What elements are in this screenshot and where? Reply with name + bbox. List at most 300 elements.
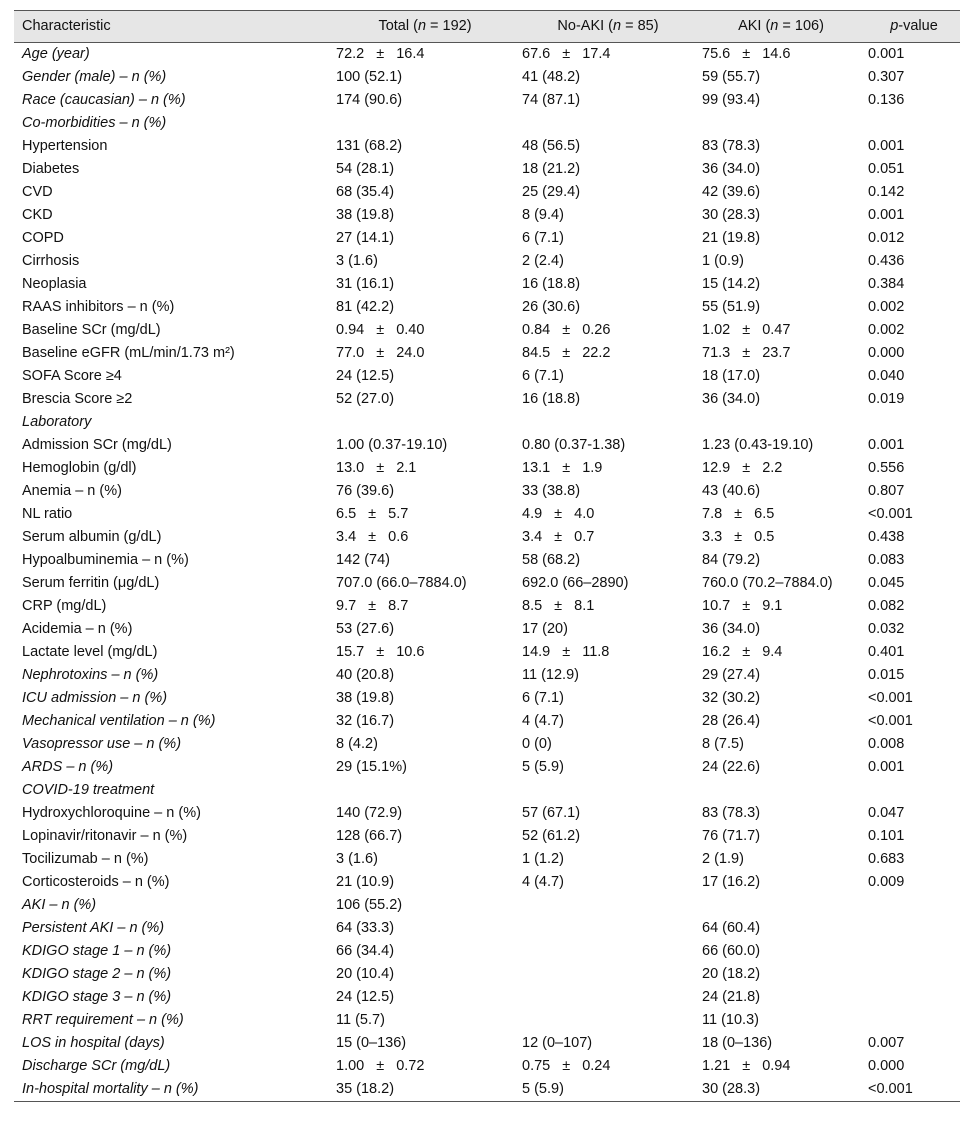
table-row [14,871,960,894]
cell-total [328,457,514,480]
cell-p-value: 0.009 [868,874,905,890]
table-row [14,526,960,549]
table-row [14,89,960,112]
cell-p-value: <0.001 [868,690,913,706]
cell-p-value: 0.032 [868,621,905,637]
cell-noaki: 0.80 (0.37-1.38) [522,437,626,453]
plus-minus-sign: ± [376,322,385,338]
table-row [14,641,960,664]
cell-noaki: 2 (2.4) [522,253,564,269]
cell-aki: 2 (1.9) [702,851,744,867]
cell-p-value: 0.401 [868,644,905,660]
cell-aki [694,457,860,480]
cell-noaki [514,917,694,940]
row-label: Tocilizumab – n (%) [22,851,149,867]
cell-total: 21 (10.9) [336,874,395,890]
row-label: Diabetes [22,161,80,177]
cell-aki: 18 (0–136) [702,1035,773,1051]
row-label: RRT requirement – n (%) [22,1012,184,1028]
sd-value: 1.9 [582,460,603,476]
sd-value: 0.26 [582,322,611,338]
row-label: ARDS – n (%) [22,759,114,775]
mean-value: 7.8 [702,506,723,522]
cell-aki: 30 (28.3) [694,1078,860,1102]
sd-value: 9.1 [762,598,783,614]
row-label: COVID-19 treatment [22,782,155,798]
cell-total: 20 (10.4) [336,966,395,982]
row-label: Hypertension [22,138,108,154]
cell-aki: 11 (10.3) [702,1012,759,1028]
row-label: Acidemia – n (%) [22,621,133,637]
cell-p-value: 0.436 [868,253,905,269]
row-label: Corticosteroids – n (%) [22,874,170,890]
cell-p-value: 0.040 [868,368,905,384]
cell-noaki: 6 (7.1) [522,230,564,246]
mean-value: 3.4 [336,529,357,545]
table-row [14,825,960,848]
sd-value: 0.5 [754,529,775,545]
cell-p-value: 0.807 [868,483,905,499]
cell-total: 106 (55.2) [336,897,403,913]
table-row [14,411,960,434]
cell-total: 76 (39.6) [336,483,395,499]
table-row [14,779,960,802]
mean-value: 72.2 [336,46,365,62]
header-characteristic: Characteristic [14,11,328,43]
cell-p-value [860,779,960,802]
header-aki: AKI (n = 106) [694,11,860,43]
row-label: Hydroxychloroquine – n (%) [22,805,201,821]
mean-value: 14.9 [522,644,551,660]
table-row [14,434,960,457]
cell-noaki [514,319,694,342]
row-label: ICU admission – n (%) [22,690,168,706]
cell-noaki: 6 (7.1) [522,690,564,706]
cell-aki: 83 (78.3) [702,805,761,821]
cell-noaki: 41 (48.2) [522,69,581,85]
row-label: RAAS inhibitors – n (%) [22,299,175,315]
plus-minus-sign: ± [554,598,563,614]
table-row [14,342,960,365]
table-row [14,1078,960,1102]
cell-aki: 99 (93.4) [702,92,761,108]
cell-total [328,319,514,342]
table-row [14,457,960,480]
cell-p-value: 0.047 [868,805,905,821]
cell-noaki: 4 (4.7) [522,874,564,890]
cell-p-value: 0.001 [868,759,905,775]
cell-p-value: 0.001 [868,437,905,453]
plus-minus-sign: ± [742,322,751,338]
cell-aki [694,1055,860,1078]
cell-aki: 1.23 (0.43-19.10) [702,437,814,453]
mean-value: 16.2 [702,644,731,660]
table-row [14,227,960,250]
sd-value: 24.0 [396,345,425,361]
mean-value: 6.5 [336,506,357,522]
sd-value: 10.6 [396,644,425,660]
cell-p-value: 0.008 [868,736,905,752]
cell-aki: 83 (78.3) [702,138,761,154]
table-row [14,595,960,618]
cell-noaki [514,503,694,526]
mean-value: 13.0 [336,460,365,476]
cell-p-value [860,963,960,986]
plus-minus-sign: ± [376,345,385,361]
cell-noaki: 692.0 (66–2890) [522,575,629,591]
mean-value: 12.9 [702,460,731,476]
row-label: AKI – n (%) [22,897,97,913]
cell-aki: 36 (34.0) [702,161,761,177]
cell-noaki: 16 (18.8) [522,276,581,292]
row-label: Serum albumin (g/dL) [22,529,162,545]
table-row [14,480,960,503]
mean-value: 15.7 [336,644,365,660]
row-label: Brescia Score ≥2 [22,391,133,407]
row-label: Baseline SCr (mg/dL) [22,322,161,338]
cell-total: 128 (66.7) [336,828,403,844]
row-label: LOS in hospital (days) [22,1035,165,1051]
cell-total [328,595,514,618]
row-label: Race (caucasian) – n (%) [22,92,186,108]
cell-p-value: 0.142 [868,184,905,200]
plus-minus-sign: ± [376,644,385,660]
sd-value: 8.1 [574,598,595,614]
cell-total: 15 (0–136) [336,1035,407,1051]
cell-noaki: 52 (61.2) [522,828,581,844]
sd-value: 2.2 [762,460,783,476]
row-label: CVD [22,184,53,200]
cell-total: 8 (4.2) [336,736,378,752]
cell-noaki [514,595,694,618]
cell-aki: 59 (55.7) [702,69,761,85]
plus-minus-sign: ± [562,1058,571,1074]
cell-total: 35 (18.2) [328,1078,514,1102]
cell-p-value: 0.015 [868,667,905,683]
header-total: Total (n = 192) [328,11,514,43]
cell-p-value: 0.384 [868,276,905,292]
table-row [14,664,960,687]
cell-total: 31 (16.1) [336,276,395,292]
table-row [14,319,960,342]
plus-minus-sign: ± [562,345,571,361]
cell-p-value: 0.007 [868,1035,905,1051]
cell-total: 38 (19.8) [336,207,395,223]
cell-aki: 24 (22.6) [702,759,761,775]
cell-total: 11 (5.7) [336,1012,385,1028]
cell-noaki [514,986,694,1009]
cell-p-value: 0.683 [868,851,905,867]
table-row [14,687,960,710]
table-row [14,204,960,227]
sd-value: 2.1 [396,460,417,476]
mean-value: 67.6 [522,46,551,62]
cell-p-value: 0.045 [868,575,905,591]
cell-p-value [860,1009,960,1032]
cell-total: 52 (27.0) [336,391,395,407]
table-row [14,940,960,963]
cell-aki [694,342,860,365]
cell-noaki: 5 (5.9) [522,759,564,775]
sd-value: 11.8 [582,644,610,660]
row-label: Hypoalbuminemia – n (%) [22,552,189,568]
cell-p-value: 0.019 [868,391,905,407]
mean-value: 0.84 [522,322,551,338]
header-row [14,11,960,43]
sd-value: 8.7 [388,598,409,614]
plus-minus-sign: ± [742,644,751,660]
row-label: Vasopressor use – n (%) [22,736,182,752]
cell-total: 100 (52.1) [336,69,403,85]
cell-aki: 43 (40.6) [702,483,761,499]
mean-value: 10.7 [702,598,731,614]
table-row [14,158,960,181]
plus-minus-sign: ± [368,506,377,522]
plus-minus-sign: ± [562,460,571,476]
cell-noaki: 74 (87.1) [522,92,581,108]
cell-total: 1.00 (0.37-19.10) [336,437,448,453]
cell-aki: 76 (71.7) [702,828,761,844]
table-row [14,43,960,67]
cell-noaki: 16 (18.8) [522,391,581,407]
cell-noaki [514,940,694,963]
plus-minus-sign: ± [562,644,571,660]
table-row [14,112,960,135]
table-row [14,66,960,89]
plus-minus-sign: ± [376,460,385,476]
cell-noaki: 48 (56.5) [522,138,581,154]
cell-aki [694,319,860,342]
cell-aki: 28 (26.4) [702,713,761,729]
cell-noaki [514,641,694,664]
cell-noaki: 11 (12.9) [522,667,579,683]
cell-noaki: 0 (0) [522,736,552,752]
cell-total: 64 (33.3) [336,920,395,936]
sd-value: 0.7 [574,529,595,545]
mean-value: 71.3 [702,345,731,361]
plus-minus-sign: ± [734,506,743,522]
row-label: Serum ferritin (μg/dL) [22,575,160,591]
sd-value: 14.6 [762,46,791,62]
cell-aki [694,779,860,802]
plus-minus-sign: ± [734,529,743,545]
cell-p-value: 0.001 [868,207,905,223]
row-label: Anemia – n (%) [22,483,122,499]
table-row [14,296,960,319]
cell-p-value [860,917,960,940]
cell-noaki: 6 (7.1) [522,368,564,384]
row-label: KDIGO stage 1 – n (%) [22,943,172,959]
cell-total: 3 (1.6) [336,253,378,269]
row-label: Hemoglobin (g/dl) [22,460,137,476]
cell-aki: 42 (39.6) [702,184,761,200]
table-row [14,365,960,388]
plus-minus-sign: ± [742,46,751,62]
cell-aki: 760.0 (70.2–7884.0) [702,575,833,591]
cell-total [328,779,514,802]
row-label: Laboratory [22,414,92,430]
plus-minus-sign: ± [368,529,377,545]
cell-aki [694,411,860,434]
cell-aki: 17 (16.2) [702,874,761,890]
cell-noaki [514,457,694,480]
cell-aki: 64 (60.4) [702,920,761,936]
row-label: Co-morbidities – n (%) [22,115,167,131]
row-label: Admission SCr (mg/dL) [22,437,172,453]
cell-noaki [514,779,694,802]
cell-noaki [514,894,694,917]
header-p-value: p-value [860,11,960,43]
cell-aki [694,894,860,917]
cell-total: 53 (27.6) [336,621,395,637]
table-row [14,986,960,1009]
row-label: CKD [22,207,53,223]
mean-value: 84.5 [522,345,551,361]
cell-total: 54 (28.1) [336,161,395,177]
cell-aki: 30 (28.3) [702,207,761,223]
cell-total: 66 (34.4) [336,943,395,959]
cell-p-value: 0.136 [868,92,905,108]
cell-aki [694,641,860,664]
cell-p-value: 0.002 [868,322,905,338]
plus-minus-sign: ± [742,460,751,476]
cell-p-value: 0.001 [868,138,905,154]
cell-p-value: 0.012 [868,230,905,246]
cell-total: 27 (14.1) [336,230,395,246]
mean-value: 3.3 [702,529,723,545]
cell-total: 142 (74) [336,552,391,568]
cell-noaki [514,1009,694,1032]
cell-noaki: 8 (9.4) [522,207,564,223]
cell-aki [694,112,860,135]
plus-minus-sign: ± [742,598,751,614]
mean-value: 0.94 [336,322,365,338]
table-row [14,963,960,986]
mean-value: 77.0 [336,345,365,361]
cell-total: 174 (90.6) [336,92,403,108]
plus-minus-sign: ± [742,345,751,361]
sd-value: 17.4 [582,46,611,62]
cell-p-value: 0.556 [868,460,905,476]
characteristics-table [14,10,960,1102]
table-row [14,549,960,572]
cell-noaki: 5 (5.9) [514,1078,694,1102]
plus-minus-sign: ± [554,529,563,545]
mean-value: 13.1 [522,460,551,476]
row-label: NL ratio [22,506,73,522]
cell-p-value: 0.000 [868,1058,905,1074]
cell-aki [694,595,860,618]
plus-minus-sign: ± [368,598,377,614]
cell-noaki [514,1055,694,1078]
cell-total: 24 (12.5) [336,368,395,384]
row-label: Neoplasia [22,276,87,292]
plus-minus-sign: ± [742,1058,751,1074]
cell-noaki: 17 (20) [522,621,568,637]
cell-total [328,112,514,135]
row-label: COPD [22,230,64,246]
cell-noaki [514,526,694,549]
cell-aki [694,43,860,67]
table-row [14,1055,960,1078]
cell-total [328,526,514,549]
cell-total: 81 (42.2) [336,299,395,315]
sd-value: 16.4 [396,46,425,62]
cell-noaki [514,963,694,986]
cell-p-value: 0.001 [868,46,905,62]
row-label: CRP (mg/dL) [22,598,107,614]
mean-value: 75.6 [702,46,731,62]
table-row [14,1032,960,1055]
sd-value: 5.7 [388,506,409,522]
row-label: Lactate level (mg/dL) [22,644,158,660]
cell-noaki: 26 (30.6) [522,299,581,315]
cell-p-value: <0.001 [868,506,913,522]
cell-p-value: 0.083 [868,552,905,568]
cell-noaki: 1 (1.2) [522,851,564,867]
row-label: Lopinavir/ritonavir – n (%) [22,828,188,844]
cell-p-value: 0.082 [868,598,905,614]
cell-p-value: 0.002 [868,299,905,315]
cell-aki [694,503,860,526]
sd-value: 22.2 [582,345,611,361]
cell-p-value: 0.438 [868,529,905,545]
cell-p-value: <0.001 [868,713,913,729]
row-label: Gender (male) – n (%) [22,69,167,85]
plus-minus-sign: ± [376,46,385,62]
cell-aki: 32 (30.2) [702,690,761,706]
sd-value: 6.5 [754,506,775,522]
sd-value: 23.7 [762,345,791,361]
cell-noaki [514,112,694,135]
cell-total: 24 (12.5) [336,989,395,1005]
plus-minus-sign: ± [554,506,563,522]
sd-value: 0.47 [762,322,791,338]
cell-aki: 55 (51.9) [702,299,761,315]
plus-minus-sign: ± [376,1058,385,1074]
cell-total: 32 (16.7) [336,713,395,729]
cell-noaki: 12 (0–107) [522,1035,593,1051]
table-row [14,618,960,641]
sd-value: 9.4 [762,644,783,660]
cell-aki: 24 (21.8) [702,989,761,1005]
cell-aki: 15 (14.2) [702,276,761,292]
cell-total: 40 (20.8) [336,667,395,683]
sd-value: 0.24 [582,1058,611,1074]
cell-total [328,1055,514,1078]
cell-noaki: 58 (68.2) [522,552,581,568]
table-row [14,848,960,871]
cell-p-value: 0.101 [868,828,905,844]
cell-aki: 18 (17.0) [702,368,761,384]
row-label: Mechanical ventilation – n (%) [22,713,216,729]
cell-noaki: 4 (4.7) [522,713,564,729]
plus-minus-sign: ± [562,322,571,338]
table-row [14,710,960,733]
mean-value: 1.00 [336,1058,365,1074]
cell-total [328,641,514,664]
row-label: In-hospital mortality – n (%) [14,1078,328,1102]
mean-value: 1.02 [702,322,731,338]
cell-p-value [860,112,960,135]
table-row [14,135,960,158]
cell-total: 68 (35.4) [336,184,395,200]
cell-aki: 1 (0.9) [702,253,744,269]
mean-value: 0.75 [522,1058,551,1074]
table-row [14,503,960,526]
cell-p-value: 0.000 [868,345,905,361]
mean-value: 9.7 [336,598,357,614]
